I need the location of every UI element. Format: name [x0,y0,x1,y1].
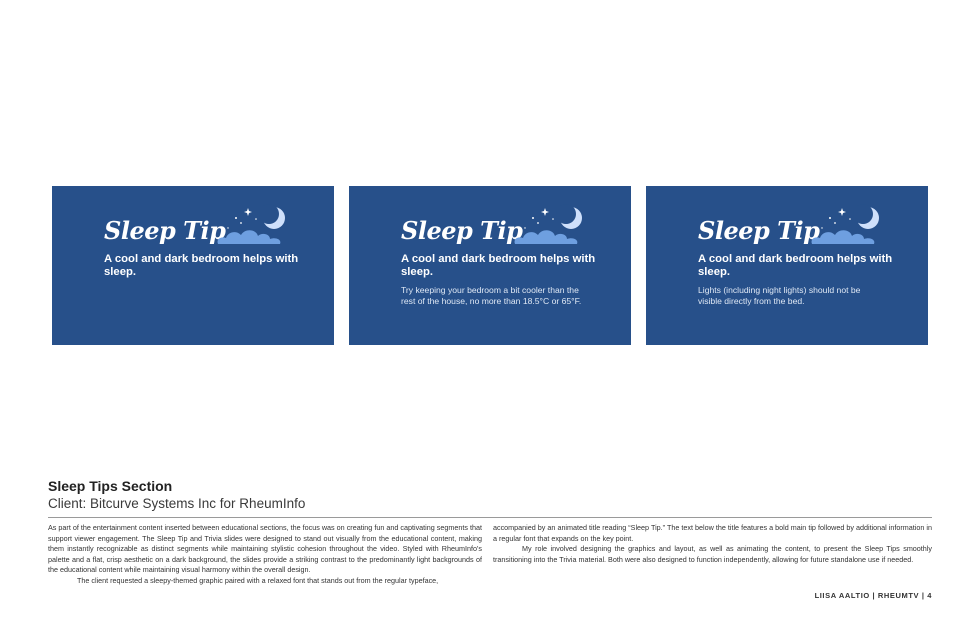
page-footer: LIISA AALTIO | RHEUMTV | 4 [814,591,932,600]
body-paragraph: My role involved designing the graphics and layout, as well as animating the content, to present the Sleep Tips smoothly transitioning into the Trivia material. Both were also designed to function independently, allowing for future standalone use if needed. [493,544,932,564]
moon-icon [259,204,285,229]
stars-icon [227,208,256,229]
moon-cloud-art [214,204,290,246]
slide-title: Sleep Tip [104,216,226,245]
sub-tip: Try keeping your bedroom a bit cooler than the rest of the house, no more than 18.5°C or 65°F. [401,285,582,306]
stars-icon [524,208,554,229]
slide-title: Sleep Tip [698,216,820,245]
slide-title: Sleep Tip [401,216,523,245]
moon-cloud-art [511,204,587,246]
sleep-tip-slide-1 [52,186,334,345]
body-paragraph: The client requested a sleepy-themed graphic paired with a relaxed font that stands out from the regular typeface, [77,575,439,585]
divider [48,517,932,518]
moon-icon [556,204,582,229]
body-column-left [48,523,482,587]
slide-title-row [698,204,884,246]
body-paragraph: accompanied by an animated title reading “Sleep Tip.” The text below the title features a bold main tip followed by additional information in a regular font that expands on the key point. [493,523,932,543]
main-tip: A cool and dark bedroom helps with sleep. [698,253,893,278]
main-tip: A cool and dark bedroom helps with sleep. [104,253,299,278]
slide-title-row [104,204,290,246]
main-tip: A cool and dark bedroom helps with sleep. [401,253,596,278]
section-title: Sleep Tips Section [48,478,173,494]
sleep-tip-slide-3 [646,186,928,345]
cloud-icon [812,230,875,244]
moon-cloud-art [808,204,884,246]
client-line: Client: Bitcurve Systems Inc for RheumInfo [48,496,306,511]
cloud-icon [218,230,281,244]
body-column-right [493,523,932,565]
slide-title-row [401,204,587,246]
stars-icon [821,208,851,229]
body-paragraph: As part of the entertainment content inserted between educational sections, the focus was on creating fun and captivating segments that support viewer engagement. The Sleep Tip and Trivia slides were designed to stand out visually from the educational content, making them instantly recognizable as distinct segments while maintaining stylistic cohesion throughout the video. Styled with RheumInfo’s palette and a flat, crisp aesthetic on a dark background, the slides provide a striking contrast to the predominantly light backgrounds of the educational content while maintaining visual harmony within the overall design. [48,523,482,575]
cloud-icon [515,230,578,244]
sub-tip: Lights (including night lights) should not be visible directly from the bed. [698,285,861,306]
moon-icon [853,204,879,229]
sleep-tip-slide-2 [349,186,631,345]
